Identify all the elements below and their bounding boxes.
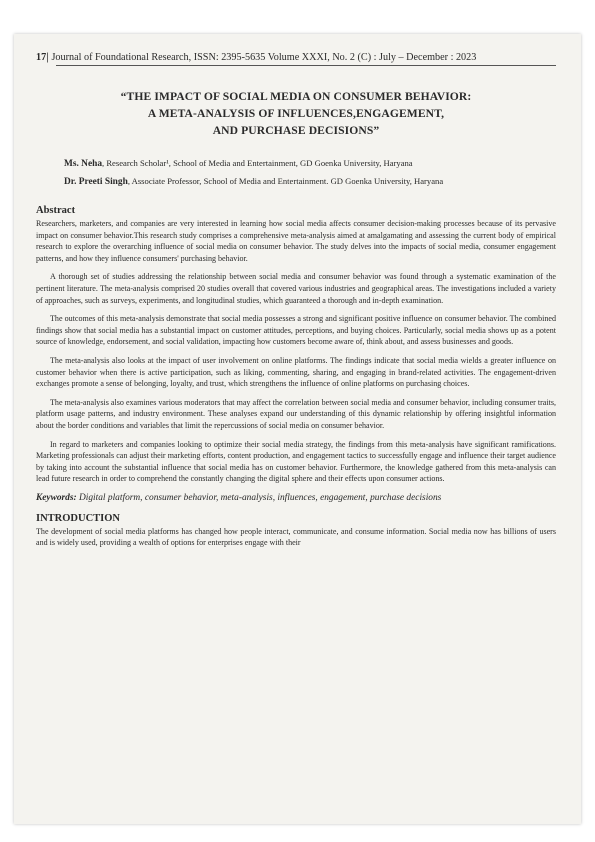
abstract-paragraph-1: Researchers, marketers, and companies are very interested in learning how social media affects consumer decision-making processes because of its pervasive impact on consumer behavior.This research study comprises a comprehensive meta-analysis aimed at amalgamating and assessing the current body of empirical research to explore the overarching influence of social media on consumer behavior. The study delves into the impacts of social media, consumer engagement patterns, and how they influence consumers' purchasing behavior.: [36, 219, 556, 263]
author-affiliation: , Research Scholar¹, School of Media and Entertainment, GD Goenka University, Haryana: [102, 158, 413, 168]
abstract-paragraph-4: The meta-analysis also looks at the impact of user involvement on online platforms. The findings indicate that social media wields a greater influence on customer behavior when there is active participation, such as liking, commenting, sharing, and engaging in brand-related activities. The engagement-driven exchanges promote a sense of belonging, loyalty, and trust, which strengthens the influence of online platforms on purchasing choices.: [36, 355, 556, 389]
abstract-paragraph-3: The outcomes of this meta-analysis demonstrate that social media possesses a strong and significant positive influence on consumer behavior. The combined findings show that social media has a substantial impact on customer attitudes, perceptions, and buying choices. Particularly, social media shows up as a potent source of knowledge, endorsement, and social validation, impacting how customers become aware of, think about, and assess businesses and goods.: [36, 314, 556, 347]
author-name: Dr. Preeti Singh: [64, 177, 128, 187]
author-list: [36, 155, 556, 191]
header-rule: [56, 65, 556, 66]
title-line-2: A META-ANALYSIS OF INFLUENCES,ENGAGEMENT,: [147, 107, 445, 120]
introduction-paragraph: The development of social media platforms has changed how people interact, communicate, and consume information. Social media now has billions of users and is widely used, providing a wealth of options for enterprises engage with their: [36, 526, 556, 548]
page-content: [36, 52, 556, 549]
title-line-1: “THE IMPACT OF SOCIAL MEDIA ON CONSUMER BEHAVIOR:: [120, 90, 472, 103]
introduction-heading: INTRODUCTION: [36, 512, 121, 524]
author-name: Ms. Neha: [64, 159, 103, 169]
paper-title: [36, 88, 556, 139]
abstract-heading: Abstract: [36, 205, 76, 216]
keywords-text: Digital platform, consumer behavior, meta-analysis, influences, engagement, purchase decisions: [76, 492, 442, 503]
author-1: [64, 155, 556, 173]
page-number: 17|: [36, 52, 49, 63]
document-page: [14, 34, 581, 824]
journal-citation: Journal of Foundational Research, ISSN: 2395-5635 Volume XXXI, No. 2 (C) : July – December : 2023: [51, 52, 477, 63]
keywords-line: [36, 493, 556, 503]
keywords-label: Keywords:: [36, 492, 77, 503]
running-header: [36, 52, 556, 63]
author-affiliation: , Associate Professor, School of Media and Entertainment. GD Goenka University, Haryana: [127, 176, 444, 186]
author-2: [64, 173, 556, 191]
abstract-paragraph-2: A thorough set of studies addressing the relationship between social media and consumer behavior was found through a systematic examination of the pertinent literature. The meta-analysis comprised 20 studies overall that covered various industries and geographical areas. The investigations included a variety of approaches, such as surveys, experiments, and longitudinal studies, which guaranteed a thorough and in-depth examination.: [36, 272, 556, 305]
abstract-paragraph-6: In regard to marketers and companies looking to optimize their social media strategy, the findings from this meta-analysis have significant ramifications. Marketing professionals can adjust their marketing efforts, content production, and engagement tactics to successfully engage and influence their target audience by taking into account the substantial influence that social media has on customer behavior. Furthermore, the knowledge gathered from this meta-analysis can lead future research in order to comprehend the constantly changing the digital sphere and their effects upon consumer actions.: [36, 439, 556, 484]
title-line-3: AND PURCHASE DECISIONS”: [212, 124, 380, 137]
abstract-paragraph-5: The meta-analysis also examines various moderators that may affect the correlation between social media and consumer behavior, including consumer traits, platform usage patterns, and industry environment. These analyses expand our understanding of this dynamic relationship by offering insightful information about the border conditions and variables that limit the repercussions of social media on consumer behavior.: [36, 397, 556, 430]
